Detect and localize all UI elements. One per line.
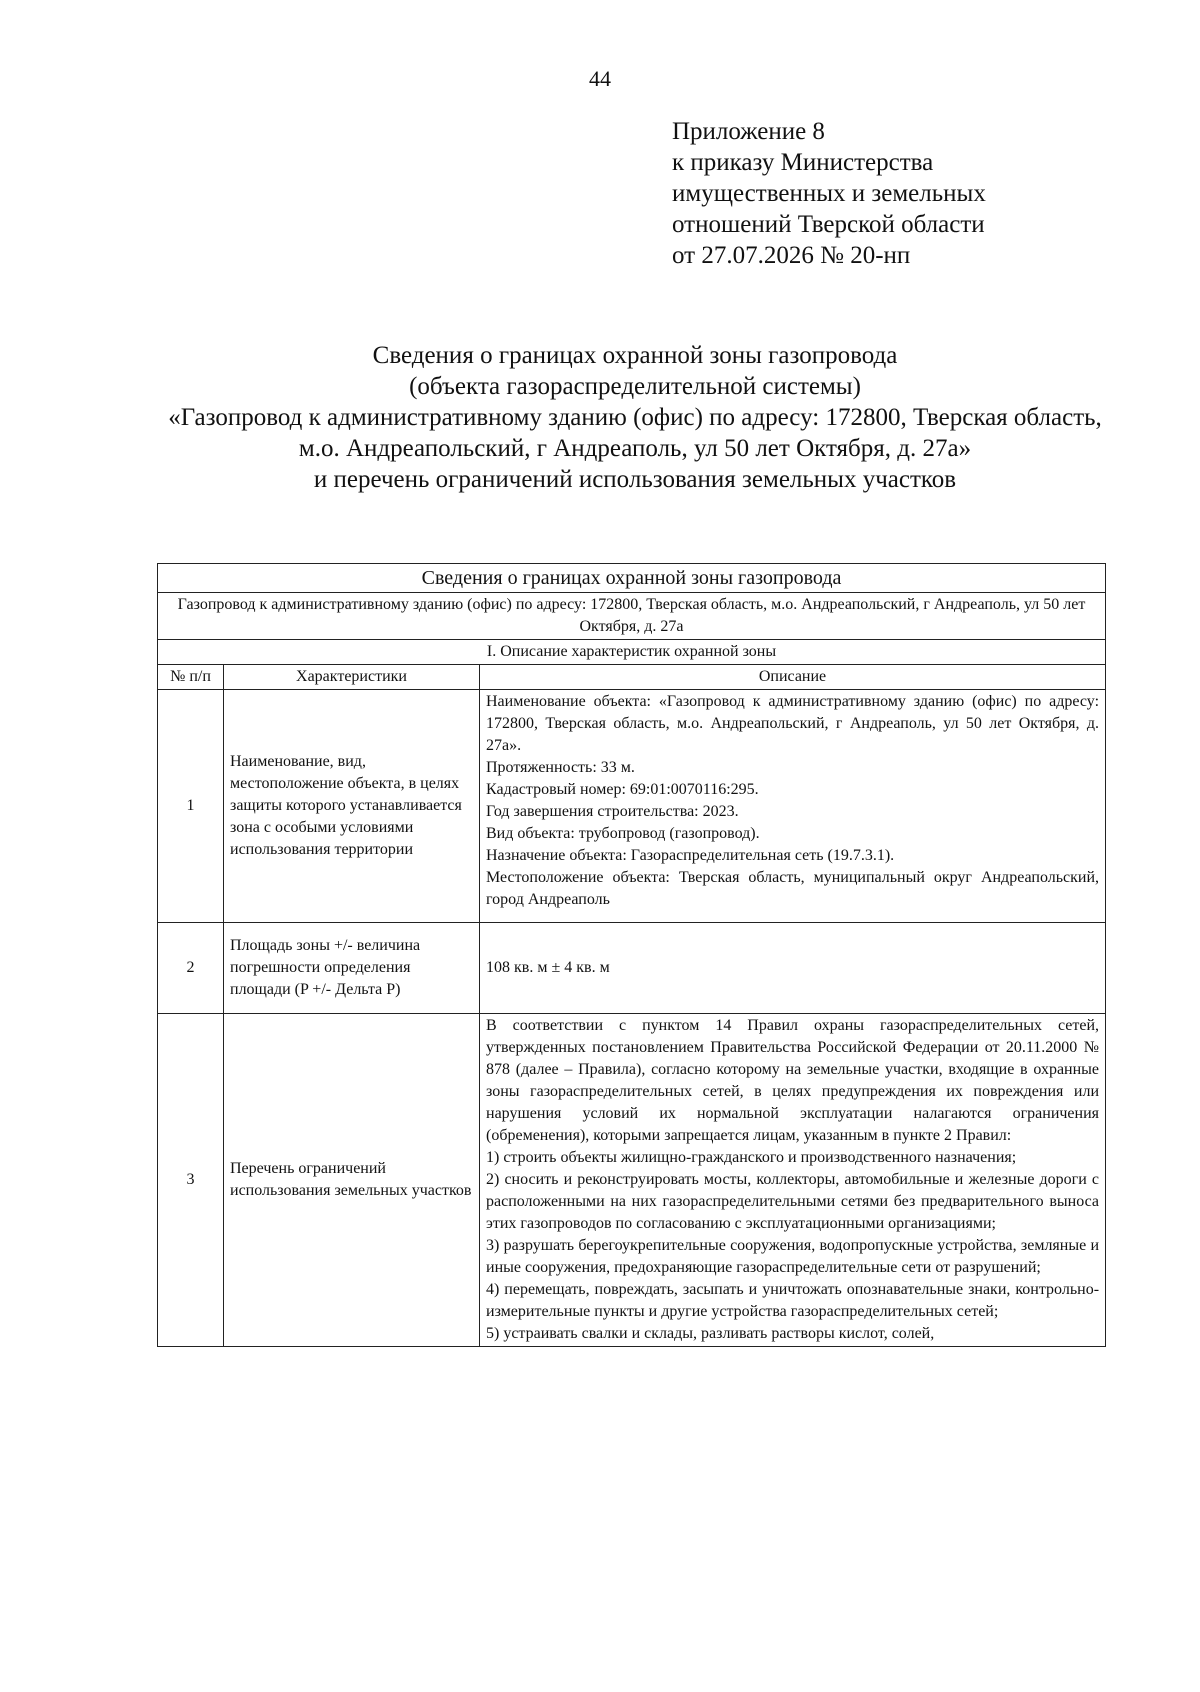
- description-line: 4) перемещать, повреждать, засыпать и уничтожать опознавательные знаки, контрольно-измерительные пункты и другие устройства газораспределительных сетей;: [486, 1281, 1100, 1320]
- table-row: [158, 1014, 1106, 1347]
- description-line: В соответствии с пунктом 14 Правил охраны газораспределительных сетей, утвержденных постановлением Правительства Российской Федерации от 20.11.2000 № 878 (далее – Правила), согласно которому на земельные участки, входящие в охранные зоны газораспределительных сетей, в целях предупреждения их повреждения или нарушения условий их нормальной эксплуатации налагаются ограничения (обременения), которыми запрещается лицам, указанным в пункте 2 Правил:: [486, 1017, 1100, 1144]
- description-line: Кадастровый номер: 69:01:0070116:295.: [486, 781, 759, 798]
- column-header-description: Описание: [480, 665, 1106, 690]
- description-line: Вид объекта: трубопровод (газопровод).: [486, 825, 760, 842]
- title-line: (объекта газораспределительной системы): [409, 373, 861, 400]
- row-number: 1: [158, 690, 224, 923]
- protection-zone-table: [157, 563, 1106, 1347]
- table-row: [158, 923, 1106, 1014]
- table-section-title: I. Описание характеристик охранной зоны: [158, 640, 1106, 665]
- description-line: 3) разрушать берегоукрепительные сооружения, водопропускные устройства, земляные и иные сооружения, предохраняющие газораспределительные сети от разрушений;: [486, 1237, 1100, 1276]
- row-characteristic: Перечень ограничений использования земельных участков: [224, 1014, 480, 1347]
- row-description: [480, 1014, 1106, 1347]
- description-line: Наименование объекта: «Газопровод к административному зданию (офис) по адресу: 172800, Тверская область, м.о. Андреапольский, г Андреаполь, ул 50 лет Октября, д. 27а».: [486, 693, 1100, 754]
- column-header-characteristics: Характеристики: [224, 665, 480, 690]
- title-line: и перечень ограничений использования земельных участков: [313, 466, 957, 493]
- row-number: 3: [158, 1014, 224, 1347]
- table-row: [158, 690, 1106, 923]
- appendix-line: от 27.07.2026 № 20-нп: [672, 242, 911, 269]
- appendix-line: отношений Тверской области: [672, 211, 985, 238]
- title-line: «Газопровод к административному зданию (офис) по адресу: 172800, Тверская область, м.о. Андреапольский, г Андреаполь, ул 50 лет Октября, д. 27а»: [168, 404, 1102, 462]
- appendix-line: Приложение 8: [672, 118, 825, 145]
- appendix-line: имущественных и земельных: [672, 180, 986, 207]
- description-line: 1) строить объекты жилищно-гражданского и производственного назначения;: [486, 1149, 1017, 1166]
- table-object-name: Газопровод к административному зданию (офис) по адресу: 172800, Тверская область, м.о. Андреапольский, г Андреаполь, ул 50 лет Октября, д. 27а: [158, 593, 1106, 640]
- row-description: [480, 690, 1106, 923]
- row-number: 2: [158, 923, 224, 1014]
- description-line: Год завершения строительства: 2023.: [486, 803, 739, 820]
- row-description: [480, 923, 1106, 1014]
- row-characteristic: Наименование, вид, местоположение объекта, в целях защиты которого устанавливается зона с особыми условиями использования территории: [224, 690, 480, 923]
- appendix-line: к приказу Министерства: [672, 149, 934, 176]
- description-line: Протяженность: 33 м.: [486, 759, 635, 776]
- row-characteristic: Площадь зоны +/- величина погрешности определения площади (P +/- Дельта P): [224, 923, 480, 1014]
- document-title: [150, 340, 1120, 495]
- description-line: Местоположение объекта: Тверская область, муниципальный округ Андреапольский, город Андреаполь: [486, 869, 1100, 908]
- column-header-number: № п/п: [158, 665, 224, 690]
- description-line: 5) устраивать свалки и склады, разливать растворы кислот, солей,: [486, 1325, 935, 1342]
- table-heading: Сведения о границах охранной зоны газопровода: [158, 564, 1106, 593]
- page-number: 44: [589, 66, 611, 91]
- description-line: 108 кв. м ± 4 кв. м: [486, 959, 610, 976]
- description-line: Назначение объекта: Газораспределительная сеть (19.7.3.1).: [486, 847, 895, 864]
- title-line: Сведения о границах охранной зоны газопровода: [372, 342, 898, 369]
- description-line: 2) сносить и реконструировать мосты, коллекторы, автомобильные и железные дороги с расположенными на них газораспределительными сетями без предварительного выноса этих газопроводов по согласованию с эксплуатационными организациями;: [486, 1171, 1100, 1232]
- appendix-header: [672, 116, 986, 271]
